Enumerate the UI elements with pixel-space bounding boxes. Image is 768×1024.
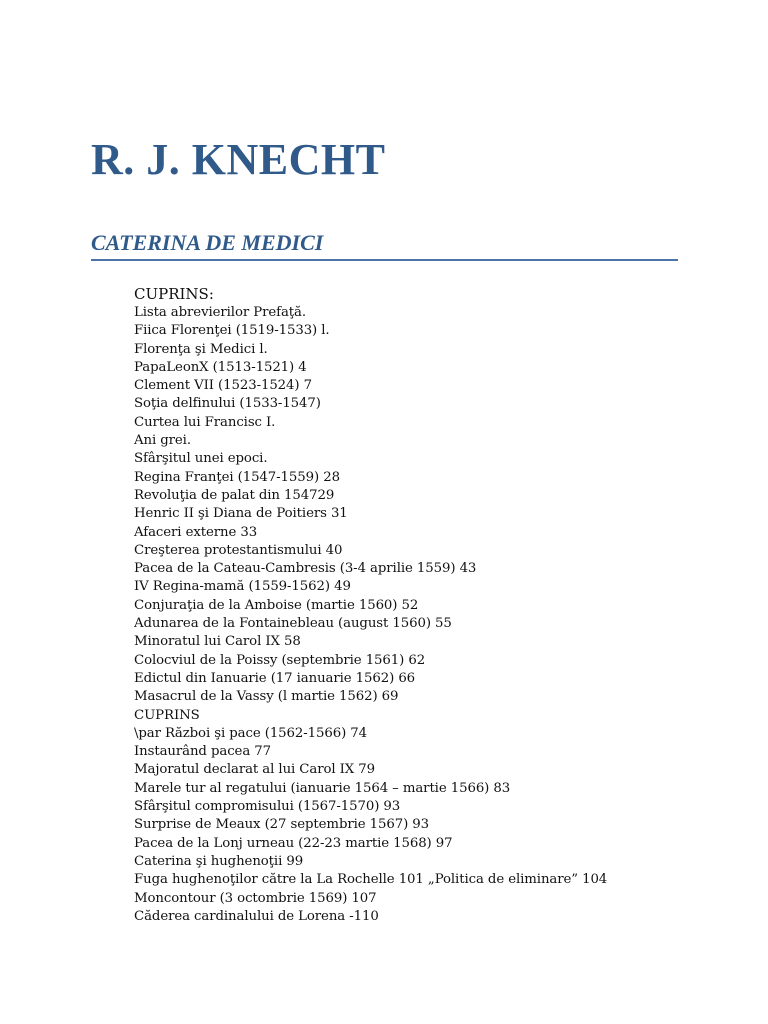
toc-entry: Sfârşitul compromisului (1567-1570) 93 [134, 799, 401, 815]
toc-entry: Edictul din Ianuarie (17 ianuarie 1562) 66 [134, 670, 416, 686]
toc-entry: Marele tur al regatului (ianuarie 1564 – martie 1566) 83 [134, 780, 511, 796]
toc-entry: Masacrul de la Vassy (l martie 1562) 69 [134, 689, 399, 705]
toc-entry: Pacea de la Lonj urneau (22-23 martie 1568) 97 [134, 835, 453, 851]
toc-entry: Conjuraţia de la Amboise (martie 1560) 52 [134, 597, 419, 613]
toc-entry: Creşterea protestantismului 40 [134, 542, 343, 558]
toc-entry: Pacea de la Cateau-Cambresis (3-4 aprilie 1559) 43 [134, 561, 477, 577]
toc-entry: Regina Franţei (1547-1559) 28 [134, 469, 340, 485]
toc-entry: Adunarea de la Fontainebleau (august 1560) 55 [134, 616, 452, 632]
toc-entry: Ani grei. [134, 433, 191, 449]
toc-entry: Florenţa şi Medici l. [134, 341, 268, 357]
toc-entry: Sfârşitul unei epoci. [134, 451, 268, 467]
toc-entry: CUPRINS [134, 707, 200, 723]
toc-entry: Soţia delfinului (1533-1547) [134, 396, 321, 412]
toc-entry: Colocviul de la Poissy (septembrie 1561) 62 [134, 652, 426, 668]
toc-entry: Curtea lui Francisc I. [134, 414, 276, 430]
toc-list [134, 304, 734, 926]
toc-entry: IV Regina-mamă (1559-1562) 49 [134, 579, 351, 595]
toc-entry: Afaceri externe 33 [134, 524, 258, 540]
table-of-contents [134, 284, 734, 926]
toc-entry: Henric II şi Diana de Poitiers 31 [134, 506, 348, 522]
toc-entry: Fiica Florenţei (1519-1533) l. [134, 323, 330, 339]
toc-entry: Majoratul declarat al lui Carol IX 79 [134, 762, 376, 778]
toc-entry: Instaurând pacea 77 [134, 744, 271, 760]
toc-entry: Minoratul lui Carol IX 58 [134, 634, 301, 650]
toc-entry: Caterina şi hughenoţii 99 [134, 853, 304, 869]
toc-entry: Căderea cardinalului de Lorena -110 [134, 908, 379, 924]
toc-entry: Lista abrevierilor Prefaţă. [134, 305, 306, 320]
author-name: R. J. KNECHT [91, 135, 386, 184]
toc-heading: CUPRINS: [134, 285, 214, 303]
toc-entry: Surprise de Meaux (27 septembrie 1567) 93 [134, 817, 430, 833]
toc-entry: Fuga hughenoţilor către la La Rochelle 101 „Politica de eliminare” 104 [134, 872, 608, 888]
toc-entry: Revoluţia de palat din 154729 [134, 487, 335, 503]
book-title: CATERINA DE MEDICI [91, 230, 324, 255]
toc-entry: \par Război şi pace (1562-1566) 74 [134, 725, 368, 741]
toc-entry: Clement VII (1523-1524) 7 [134, 378, 312, 394]
title-underline [91, 259, 678, 261]
toc-entry: Moncontour (3 octombrie 1569) 107 [134, 890, 377, 906]
toc-entry: PapaLeonX (1513-1521) 4 [134, 359, 307, 375]
